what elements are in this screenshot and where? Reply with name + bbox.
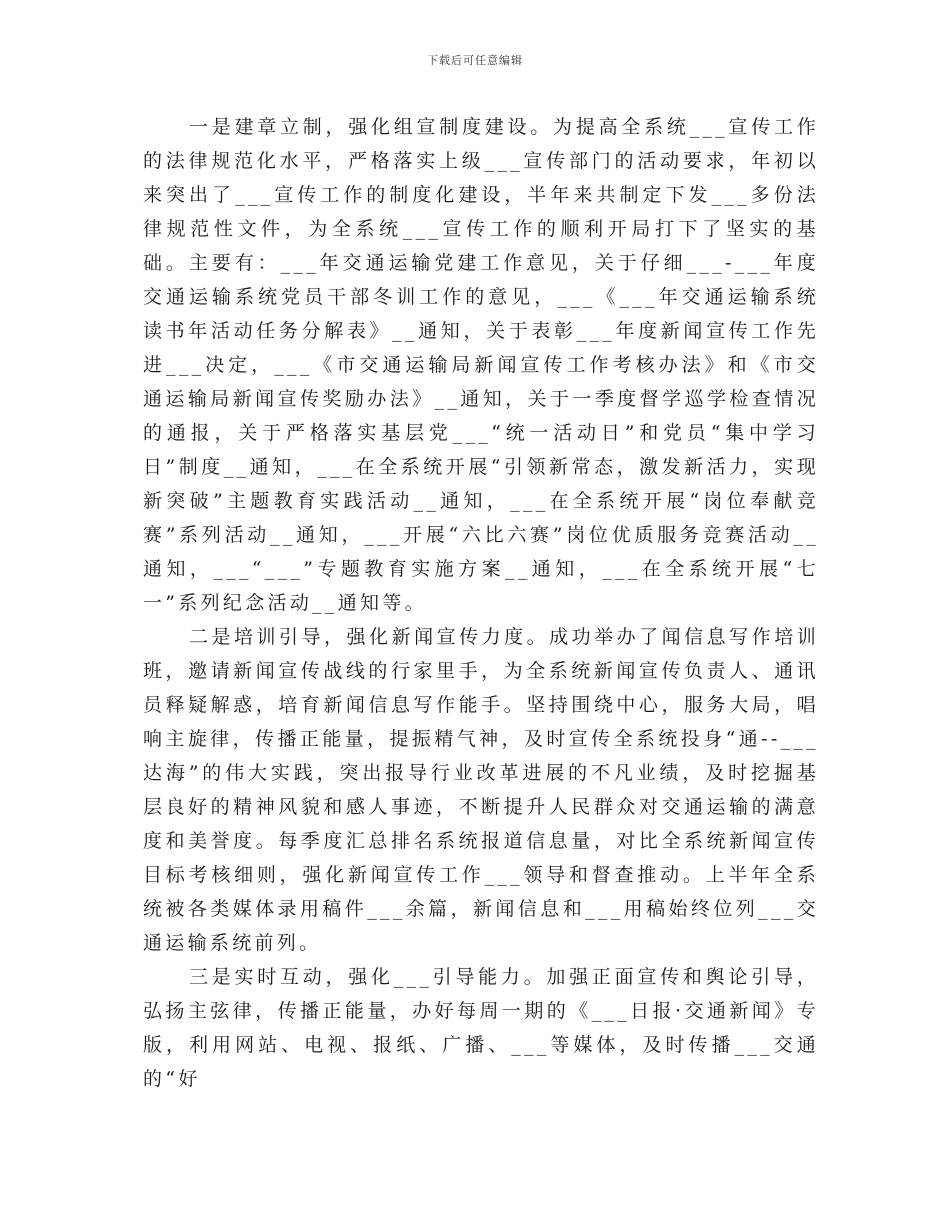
paragraph-2: 二是培训引导，强化新闻宣传力度。成功举办了闻信息写作培训班，邀请新闻宣传战线的行家里手，为全系统新闻宣传负责人、通讯员释疑解惑，培育新闻信息写作能手。坚持围绕中心，服务大局，唱响主旋律，传播正能量，提振精气神，及时宣传全系统投身“通--___达海”的伟大实践，突出报导行业改革进展的不凡业绩，及时挖掘基层良好的精神风貌和感人事迹，不断提升人民群众对交通运输的满意度和美誉度。每季度汇总排名系统报道信息量，对比全系统新闻宣传目标考核细则，强化新闻宣传工作___领导和督查推动。上半年全系统被各类媒体录用稿件___余篇，新闻信息和___用稿始终位列___交通运输系统前列。 [143,626,819,954]
paragraph-3: 三是实时互动，强化___引导能力。加强正面宣传和舆论引导，弘扬主弦律，传播正能量，办好每周一期的《___日报·交通新闻》专版，利用网站、电视、报纸、广播、___等媒体，及时传播___交通的“好 [143,966,819,1090]
document-body [143,110,819,1096]
page-header: 下载后可任意编辑 [427,54,523,67]
paragraph-1: 一是建章立制，强化组宣制度建设。为提高全系统___宣传工作的法律规范化水平，严格落实上级___宣传部门的活动要求，年初以来突出了___宣传工作的制度化建设，半年来共制定下发___多份法律规范性文件，为全系统___宣传工作的顺利开局打下了坚实的基础。主要有：___年交通运输党建工作意见，关于仔细___-___年度交通运输系统党员干部冬训工作的意见，___《___年交通运输系统读书年活动任务分解表》__通知，关于表彰___年度新闻宣传工作先进___决定，___《市交通运输局新闻宣传工作考核办法》和《市交通运输局新闻宣传奖励办法》__通知，关于一季度督学巡学检查情况的通报，关于严格落实基层党___“统一活动日”和党员“集中学习日”制度__通知，___在全系统开展“引领新常态，激发新活力，实现新突破”主题教育实践活动__通知，___在全系统开展“岗位奉献竞赛”系列活动__通知，___开展“六比六赛”岗位优质服务竞赛活动__通知，___“___”专题教育实施方案__通知，___在全系统开展“七一”系列纪念活动__通知等。 [143,116,819,614]
